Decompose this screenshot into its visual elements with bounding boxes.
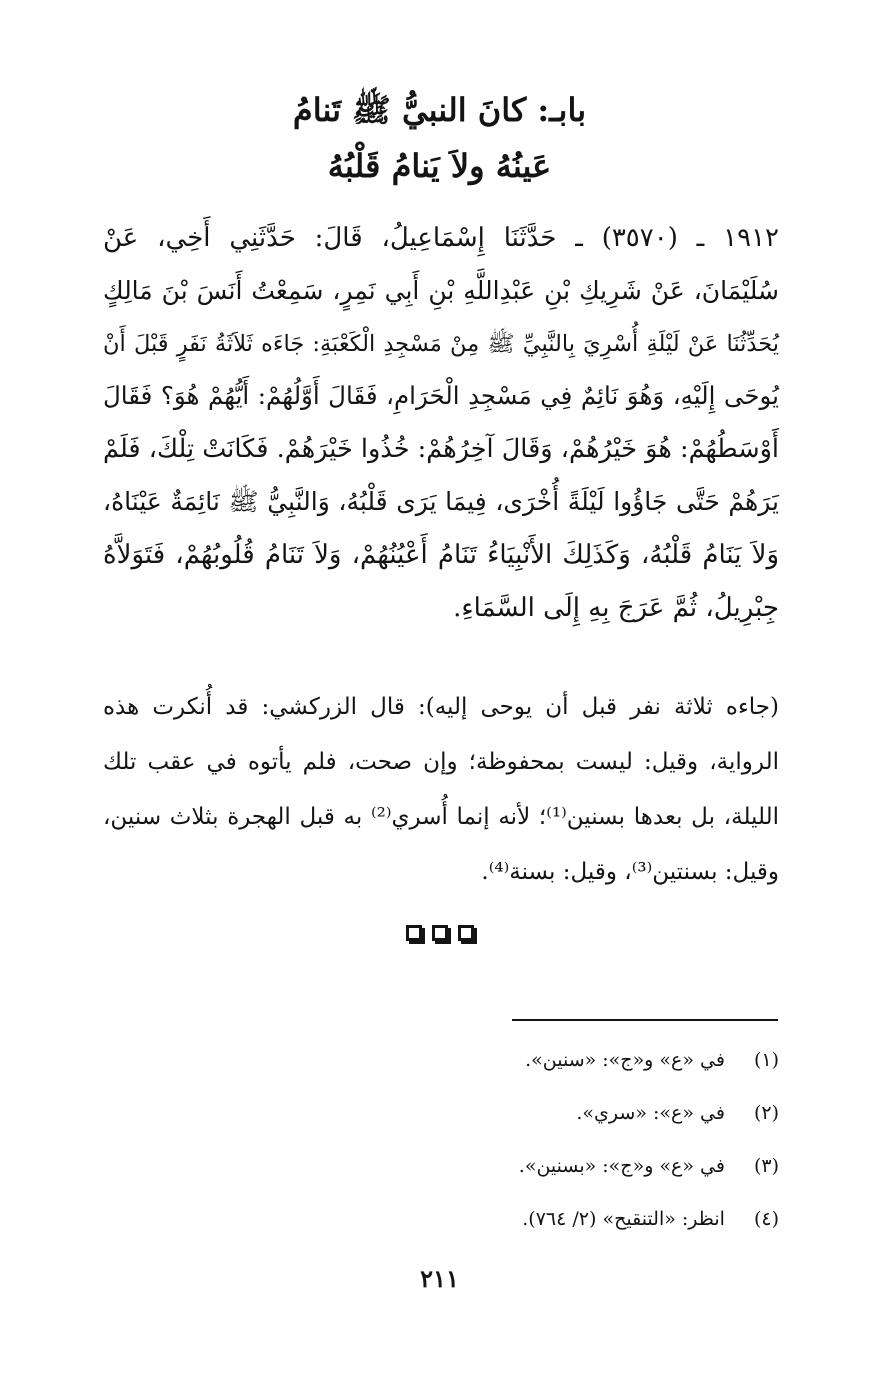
square-ornament-icon xyxy=(406,925,422,941)
hadith-line: يَرَهُمْ حَتَّى جَاؤُوا لَيْلَةً أُخْرَى، فِيمَا يَرَى قَلْبُهُ، وَالنَّبِيُّ ﷺ نَائِمَةٌ عَيْنَاهُ، xyxy=(103,486,779,516)
footnote-text: في «ع» و«ج»: «سنين». xyxy=(525,1049,725,1071)
hadith-line: يُحَدِّثُنَا عَنْ لَيْلَةِ أُسْرِيَ بِالنَّبِيِّ ﷺ مِنْ مَسْجِدِ الْكَعْبَةِ: جَاءَه ثَلاَثَةُ نَفَرٍ قَبْلَ أَنْ xyxy=(103,330,779,357)
footnote-text: في «ع» و«ج»: «بسنين». xyxy=(518,1155,725,1177)
commentary-line: الرواية، وقيل: ليست بمحفوظة؛ وإن صحت، فلم يأتوه في عقب تلك xyxy=(103,749,779,775)
footnote-item xyxy=(103,1087,779,1140)
footnote-item xyxy=(103,1034,779,1087)
commentary-text xyxy=(103,680,779,900)
hadith-line: يُوحَى إِلَيْهِ، وَهُوَ نَائِمٌ فِي مَسْجِدِ الْحَرَامِ، فَقَالَ أَوَّلُهُمْ: أَيُّهُمْ هُوَ؟ فَقَالَ xyxy=(103,381,779,411)
commentary-line: وقيل: بسنتين⁽³⁾، وقيل: بسنة⁽⁴⁾. xyxy=(481,859,779,885)
footnote-separator xyxy=(512,1019,778,1021)
footnote-text: في «ع»: «سري». xyxy=(576,1102,725,1124)
hadith-line: ١٩١٢ ـ (٣٥٧٠) ـ حَدَّثَنَا إِسْمَاعِيلُ، قَالَ: حَدَّثَنِي أَخِي، عَنْ xyxy=(103,223,779,253)
chapter-title xyxy=(100,82,779,194)
footnote-item xyxy=(103,1193,779,1246)
chapter-title-line-2: عَينُهُ ولاَ يَنامُ قَلْبُهُ xyxy=(327,147,552,185)
hadith-line: جِبْرِيلُ، ثُمَّ عَرَجَ بِهِ إِلَى السَّمَاءِ. xyxy=(453,592,779,623)
page-number: ٢١١ xyxy=(420,1264,459,1293)
footnote-number: (٣) xyxy=(753,1155,779,1177)
footnote-text: انظر: «التنقيح» (٢/ ٧٦٤). xyxy=(522,1208,725,1230)
hadith-line: أَوْسَطُهُمْ: هُوَ خَيْرُهُمْ، وَقَالَ آخِرُهُمْ: خُذُوا خَيْرَهُمْ. فَكَانَتْ تِلْكَ، فَلَمْ xyxy=(103,434,779,465)
square-ornament-icon xyxy=(458,925,474,941)
commentary-line: (جاءه ثلاثة نفر قبل أن يوحى إليه): قال الزركشي: قد أُنكرت هذه xyxy=(103,694,779,720)
hadith-line: سُلَيْمَانَ، عَنْ شَرِيكِ بْنِ عَبْدِاللَّهِ بْنِ أَبِي نَمِرٍ، سَمِعْتُ أَنَسَ بْنَ مَالِكٍ xyxy=(103,275,779,305)
hadith-text xyxy=(103,212,779,634)
section-divider-ornament xyxy=(0,925,879,941)
hadith-line: وَلاَ يَنَامُ قَلْبُهُ، وَكَذَلِكَ الأَنْبِيَاءُ تَنَامُ أَعْيُنُهُمْ، وَلاَ تَنَامُ قُلُوبُهُمْ، فَتَوَلاَّهُ xyxy=(103,539,779,570)
footnotes-list xyxy=(103,1034,779,1246)
footnote-number: (١) xyxy=(753,1049,779,1071)
footnote-number: (٢) xyxy=(753,1102,779,1124)
footnote-number: (٤) xyxy=(753,1208,779,1230)
square-ornament-icon xyxy=(432,925,448,941)
chapter-title-line-1: بابـ: كانَ النبيُّ ﷺ تَنامُ xyxy=(292,91,587,129)
commentary-line: الليلة، بل بعدها بسنين⁽¹⁾؛ لأنه إنما أُسري⁽²⁾ به قبل الهجرة بثلاث سنين، xyxy=(103,804,780,830)
footnote-item xyxy=(103,1140,779,1193)
